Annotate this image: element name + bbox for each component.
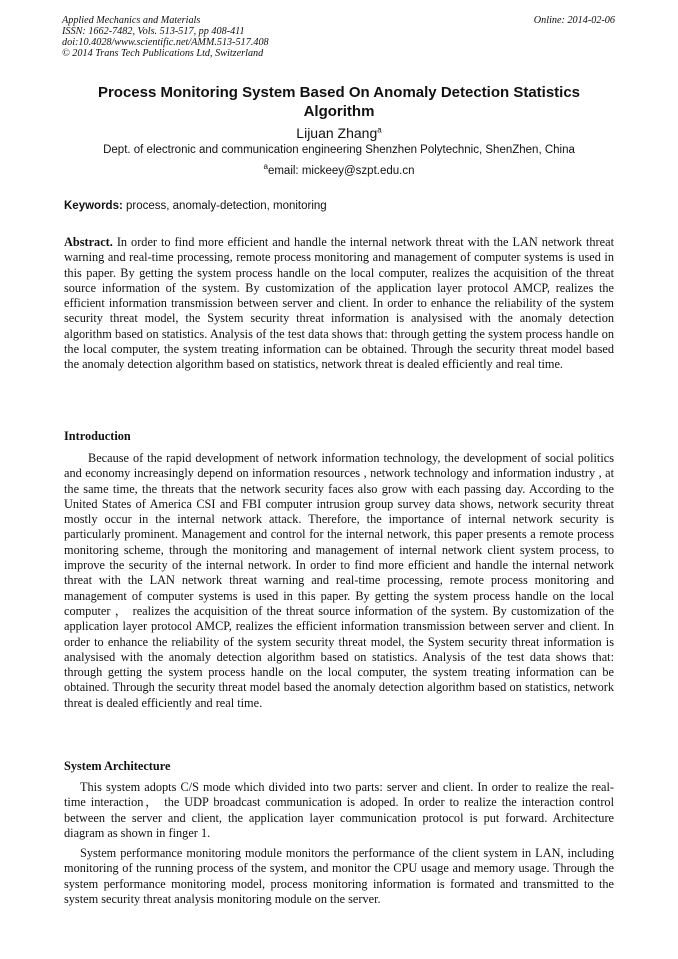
copyright-line: © 2014 Trans Tech Publications Ltd, Switzerland	[62, 48, 264, 59]
system-architecture-paragraph-1: This system adopts C/S mode which divided into two parts: server and client. In order to realize the real-time interaction， the UDP broadcast communication is adoped. In order to realize the interaction control between the server and client, the application layer communication protocol is put forward. Architecture diagram as shown in finger 1.	[64, 780, 614, 840]
abstract	[64, 235, 614, 373]
author-name: Lijuan Zhang	[296, 125, 378, 141]
keywords-text: process, anomaly-detection, monitoring	[122, 200, 327, 212]
email-text: email: mickeey@szpt.edu.cn	[267, 165, 415, 177]
issn-line: ISSN: 1662-7482, Vols. 513-517, pp 408-411	[62, 26, 245, 37]
journal-header	[62, 15, 269, 59]
author-mark: a	[377, 125, 382, 135]
keywords	[64, 199, 616, 213]
introduction-paragraph: Because of the rapid development of network information technology, the development of social politics and economy increasingly depend on information resources , network technology and information industry , at the same time, the threats that the network security faces also grow with each passing day. According to the United States of America CSI and FBI computer intrusion group survey data shows, network security threat mostly occur in the internal network attack. Therefore, the importance of internal network security is particularly prominent. Management and control for the internal network, this paper presents a remote process monitoring scheme, through the monitoring and management of internal network client system process, to improve the security of the internal network. In order to find more efficient and handle the internal network threat with the LAN network threat warning and real-time processing, remote process monitoring and management of computer systems is used in this paper. By getting the system process handle on the local computer ， realizes the acquisition of the threat source information of the system. By customization of the application layer protocol AMCP, realizes the efficient information transmission between server and client. In order to enhance the reliability of the system security threat model, the System security threat information is analysised with the anomaly detection algorithm based on statistics. Analysis of the test data shows that: through getting the system process handle on the local computer, the system treating information can be obtained. Through the security threat model based the anomaly detection algorithm based on statistics, network threat is dealed efficiently and real time.	[64, 451, 614, 710]
online-date: Online: 2014-02-06	[533, 15, 615, 26]
affiliation: Dept. of electronic and communication engineering Shenzhen Polytechnic, ShenZhen, China	[103, 144, 575, 156]
paper-title: Process Monitoring System Based On Anomaly Detection Statistics Algorithm	[97, 84, 581, 120]
introduction-heading: Introduction	[64, 429, 131, 443]
email-line	[62, 164, 616, 178]
system-architecture-paragraph-2: System performance monitoring module monitors the performance of the client system in LAN, including monitoring of the running process of the system, and monitor the CPU usage and memory usage. Through the system performance monitoring model, process monitoring information is formated and transmitted to the system security threat analysis monitoring module on the server.	[64, 846, 614, 906]
keywords-label: Keywords:	[64, 200, 123, 212]
email-mark: a	[263, 162, 268, 172]
abstract-label: Abstract.	[64, 235, 113, 249]
journal-name: Applied Mechanics and Materials	[62, 15, 201, 26]
system-architecture-heading: System Architecture	[64, 759, 171, 773]
abstract-text: In order to find more efficient and handle the internal network threat with the LAN network threat warning and real-time processing, remote process monitoring and management of computer systems is used in this paper. By getting the system process handle on the local computer, realizes the acquisition of the threat source information of the system. By customization of the application layer protocol AMCP, realizes the efficient information transmission between server and client. In order to enhance the reliability of the system security threat model, the System security threat information is analysised with the anomaly detection algorithm based on statistics. Analysis of the test data shows that: through getting the system process handle on the local computer, the system treating information can be obtained. Through the security threat model based the anomaly detection algorithm based on statistics, network threat is dealed efficiently and real time.	[64, 235, 614, 372]
doi-line: doi:10.4028/www.scientific.net/AMM.513-517.408	[62, 37, 269, 48]
author-line	[62, 125, 616, 141]
